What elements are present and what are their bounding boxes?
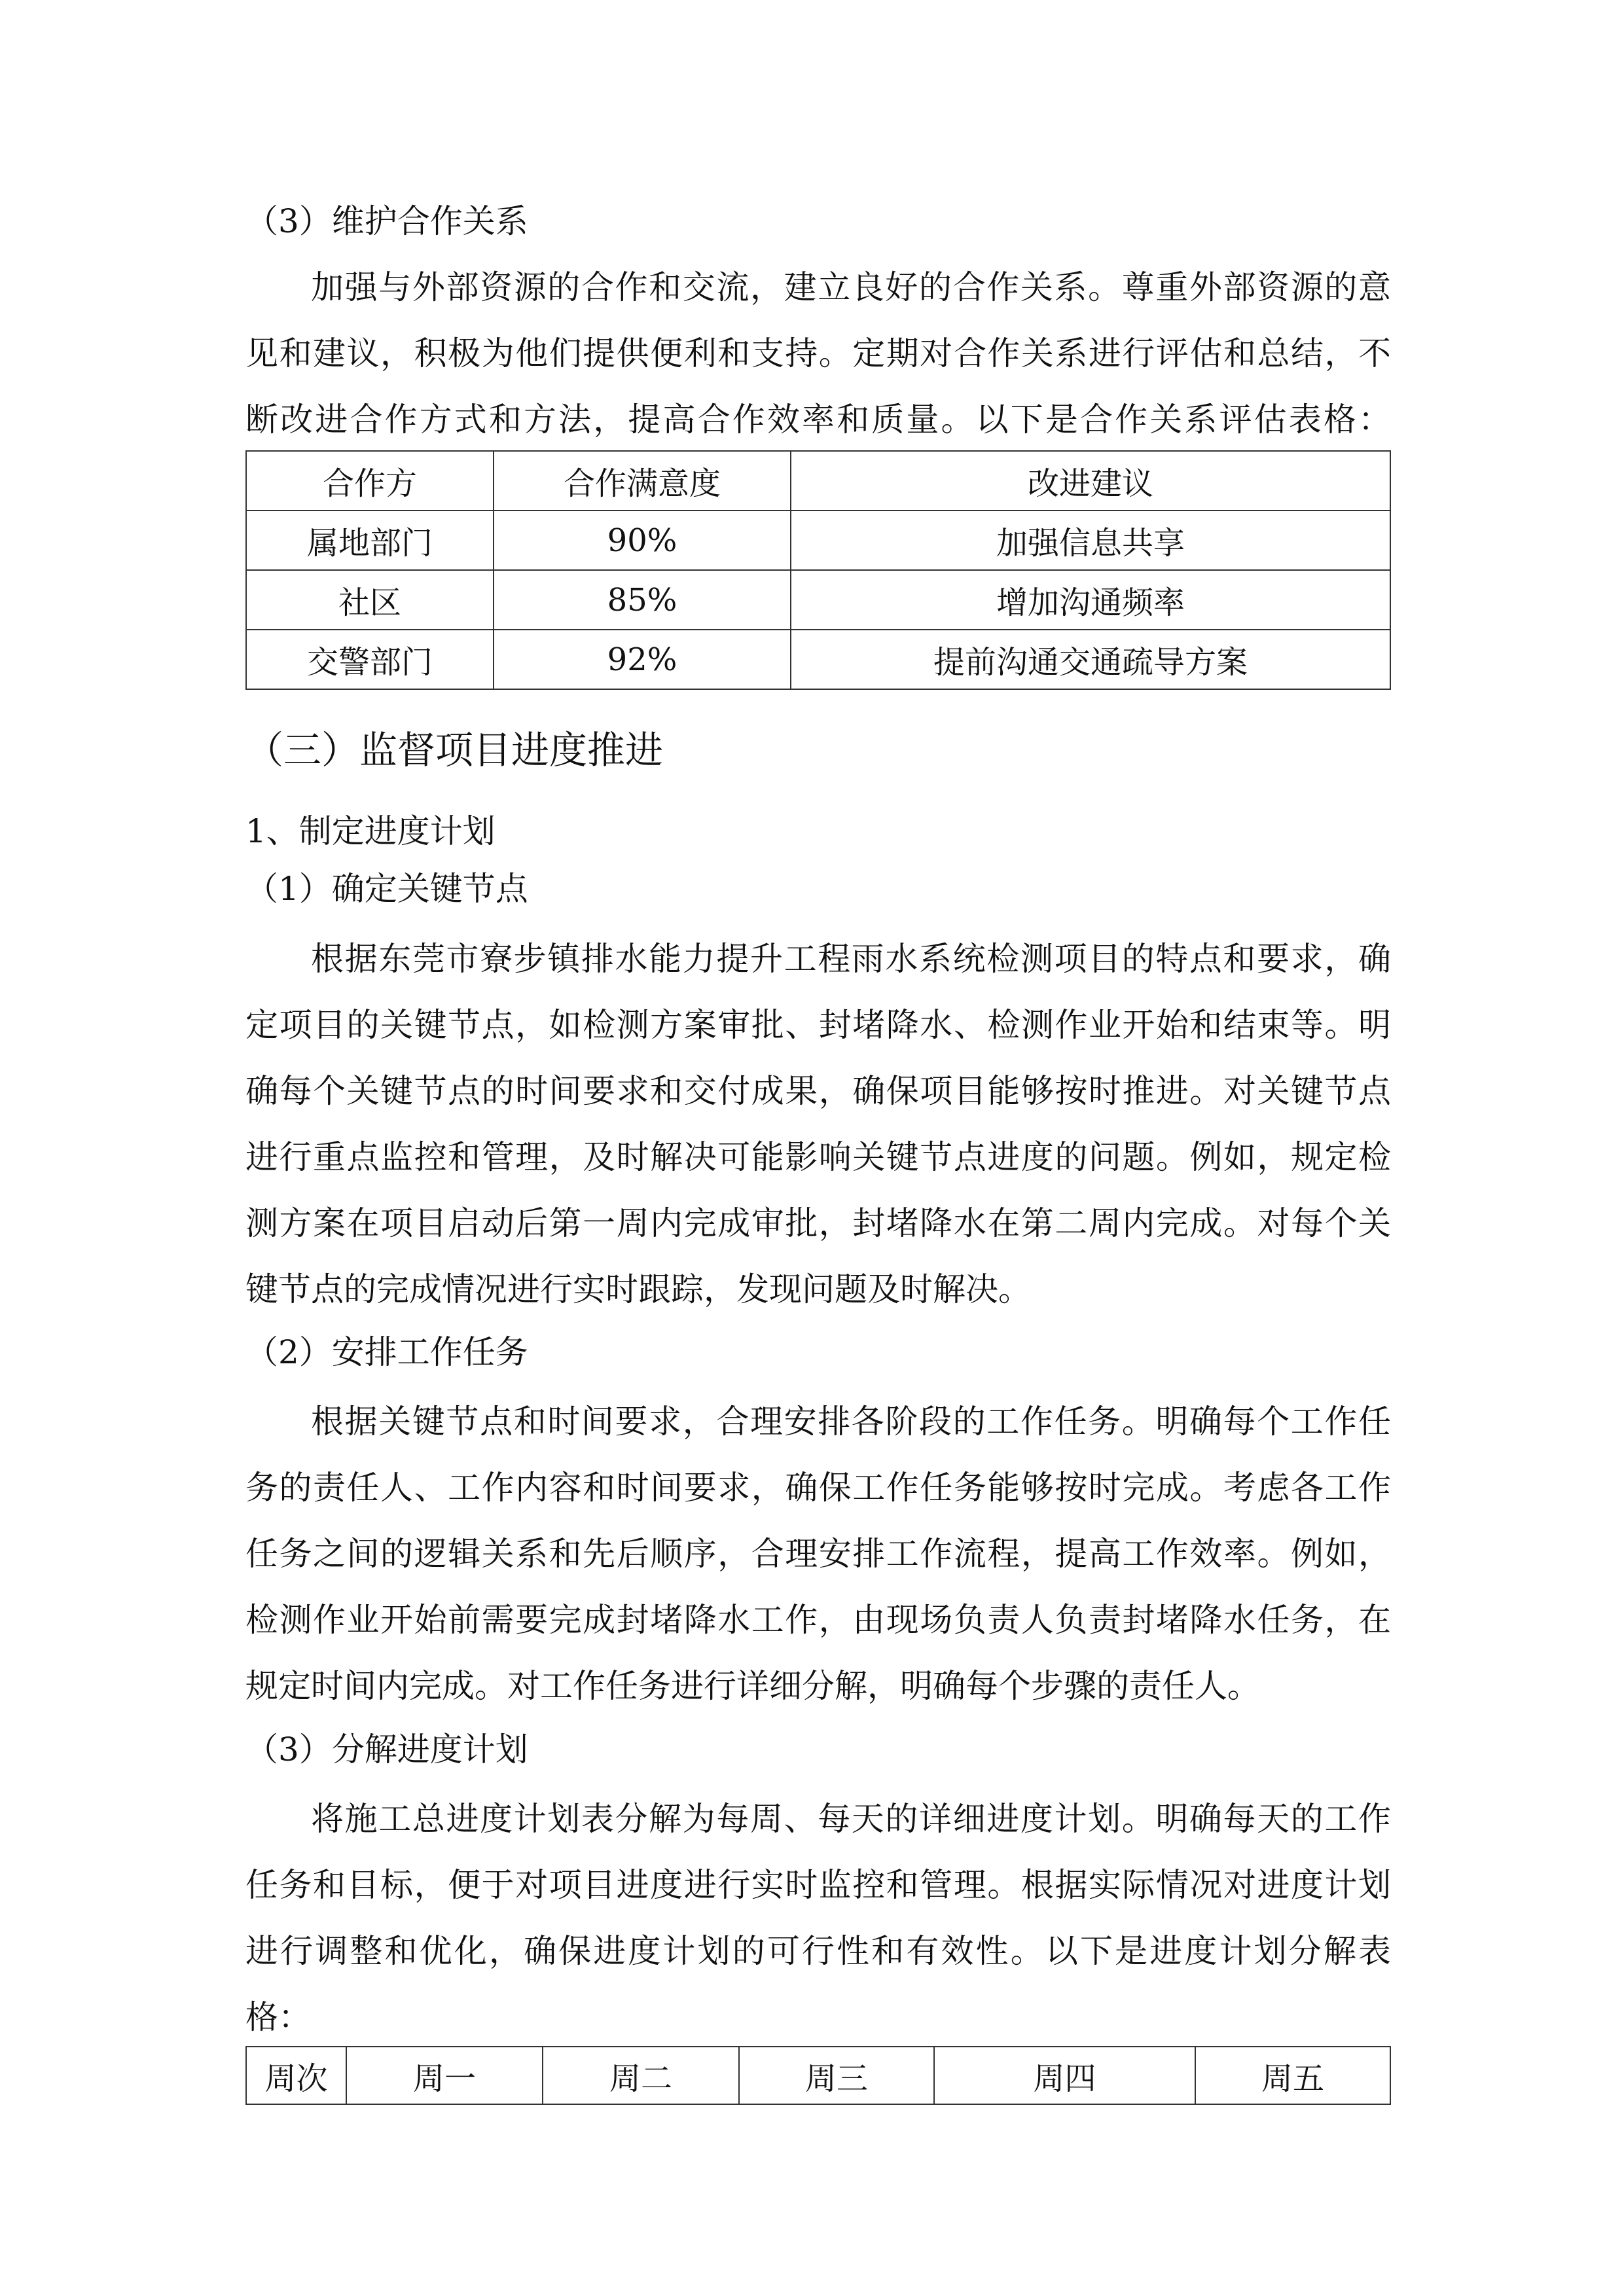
subheading-arrange-tasks: （2）安排工作任务 [245,1333,528,1371]
paragraph-arrange-tasks [245,1389,1391,1719]
header-cell: 周三 [739,2047,934,2104]
header-cell: 周二 [543,2047,739,2104]
header-cell: 合作满意度 [494,451,791,511]
table-row [246,570,1390,630]
item-heading: 1、制定进度计划 [245,812,496,850]
header-cell: 周次 [246,2047,346,2104]
table-cell: 加强信息共享 [791,511,1390,570]
table-cell: 85% [494,570,791,630]
header-cell: 合作方 [246,451,494,511]
header-cell: 周四 [934,2047,1195,2104]
header-cell: 改进建议 [791,451,1390,511]
text-line: 断改进合作方式和方法，提高合作效率和质量。以下是合作关系评估表格： [245,401,1391,439]
text-line: 根据关键节点和时间要求，合理安排各阶段的工作任务。明确每个工作任 [311,1403,1391,1441]
header-cell: 周一 [346,2047,543,2104]
paragraph-key-nodes [245,926,1391,1323]
text-line: 规定时间内完成。对工作任务进行详细分解，明确每个步骤的责任人。 [245,1667,1260,1705]
text-line: 进行重点监控和管理，及时解决可能影响关键节点进度的问题。例如，规定检 [245,1138,1391,1176]
paragraph-cooperation [245,255,1391,453]
table-header-row [246,2047,1390,2104]
text-line: 任务之间的逻辑关系和先后顺序，合理安排工作流程，提高工作效率。例如， [245,1535,1391,1573]
text-line: 务的责任人、工作内容和时间要求，确保工作任务能够按时完成。考虑各工作 [245,1469,1391,1507]
paragraph-break-down-schedule [245,1786,1391,2051]
table-row [246,630,1390,689]
text-line: 任务和目标，便于对项目进度进行实时监控和管理。根据实际情况对进度计划 [245,1866,1391,1904]
table-cell: 社区 [246,570,494,630]
cooperation-evaluation-table [245,450,1391,690]
subheading-break-down-schedule: （3）分解进度计划 [245,1731,528,1768]
table-cell: 增加沟通频率 [791,570,1390,630]
text-line: 格： [245,1998,311,2036]
text-line: 确每个关键节点的时间要求和交付成果，确保项目能够按时推进。对关键节点 [245,1072,1391,1110]
table-cell: 90% [494,511,791,570]
text-line: 测方案在项目启动后第一周内完成审批，封堵降水在第二周内完成。对每个关 [245,1204,1391,1242]
table-cell: 提前沟通交通疏导方案 [791,630,1390,689]
text-line: 定项目的关键节点，如检测方案审批、封堵降水、检测作业开始和结束等。明 [245,1006,1391,1044]
subheading-key-nodes: （1）确定关键节点 [245,870,528,908]
schedule-breakdown-table [245,2046,1391,2105]
text-line: 根据东莞市寮步镇排水能力提升工程雨水系统检测项目的特点和要求，确 [311,940,1391,978]
table-cell: 交警部门 [246,630,494,689]
text-line: 将施工总进度计划表分解为每周、每天的详细进度计划。明确每天的工作 [311,1800,1391,1838]
text-line: 检测作业开始前需要完成封堵降水工作，由现场负责人负责封堵降水任务，在 [245,1601,1391,1639]
text-line: 加强与外部资源的合作和交流，建立良好的合作关系。尊重外部资源的意 [311,268,1391,306]
table-header-row [246,451,1390,511]
table-cell: 属地部门 [246,511,494,570]
section-heading: （三）监督项目进度推进 [245,728,664,772]
table-cell: 92% [494,630,791,689]
header-cell: 周五 [1195,2047,1390,2104]
table-row [246,511,1390,570]
text-line: 键节点的完成情况进行实时跟踪，发现问题及时解决。 [245,1270,1031,1308]
subheading-maintain-cooperation: （3）维护合作关系 [245,202,528,240]
text-line: 进行调整和优化，确保进度计划的可行性和有效性。以下是进度计划分解表 [245,1932,1391,1970]
text-line: 见和建议，积极为他们提供便利和支持。定期对合作关系进行评估和总结，不 [245,334,1391,372]
